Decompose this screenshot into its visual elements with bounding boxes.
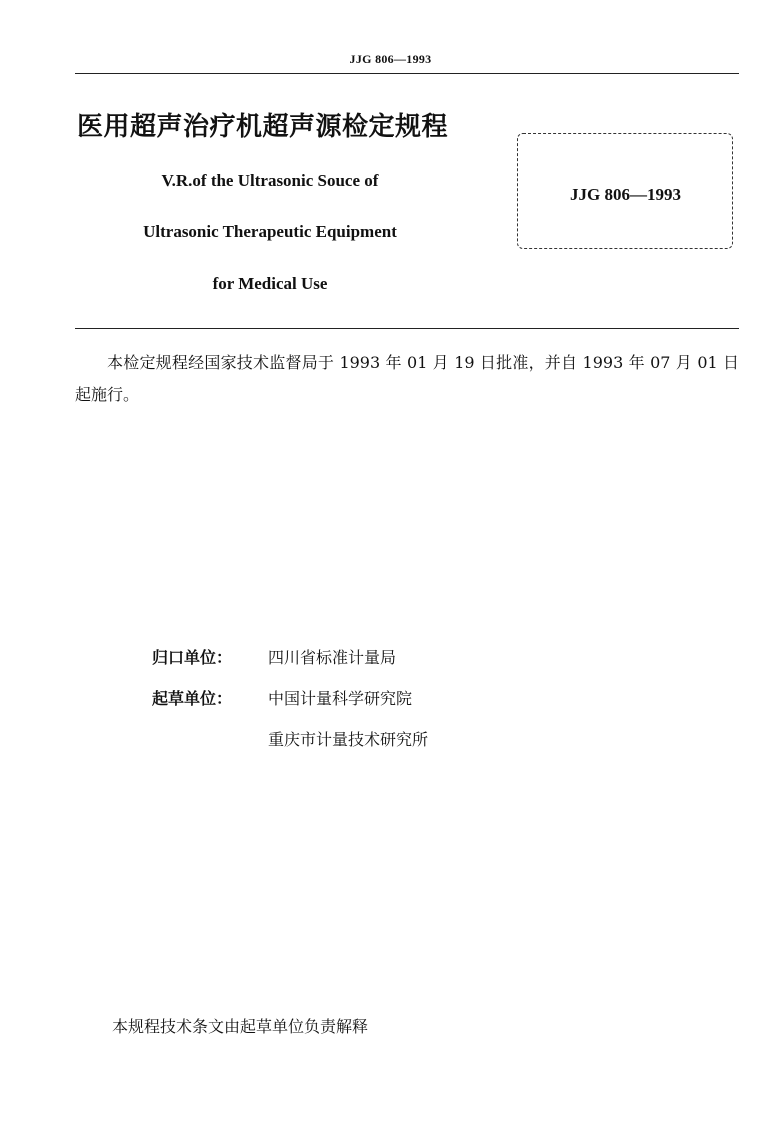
drafting-unit-1: 中国计量科学研究院: [268, 689, 413, 708]
drafting-unit-2: 重庆市计量技术研究所: [268, 730, 429, 749]
document-title-en-line-1: V.R.of the Ultrasonic Souce of: [161, 171, 379, 190]
standard-code: JJG 806—1993: [570, 185, 681, 204]
running-header: JJG 806—1993: [349, 52, 432, 66]
document-title-en-line-3: for Medical Use: [212, 274, 328, 293]
responsible-unit-label: 归口单位：: [152, 648, 233, 667]
approval-statement: 本检定规程经国家技术监督局于 1993 年 01 月 19 日批准，并自 1993 年 07 月 01 日起施行。: [75, 353, 739, 404]
interpretation-note: 本规程技术条文由起草单位负责解释: [112, 1017, 369, 1036]
header-rule: [75, 73, 739, 74]
drafting-unit-label: 起草单位：: [152, 689, 233, 708]
section-rule: [75, 328, 739, 329]
responsible-unit: 四川省标准计量局: [268, 648, 397, 667]
document-title-en-line-2: Ultrasonic Therapeutic Equipment: [143, 222, 397, 241]
document-title-zh: 医用超声治疗机超声源检定规程: [77, 112, 449, 142]
